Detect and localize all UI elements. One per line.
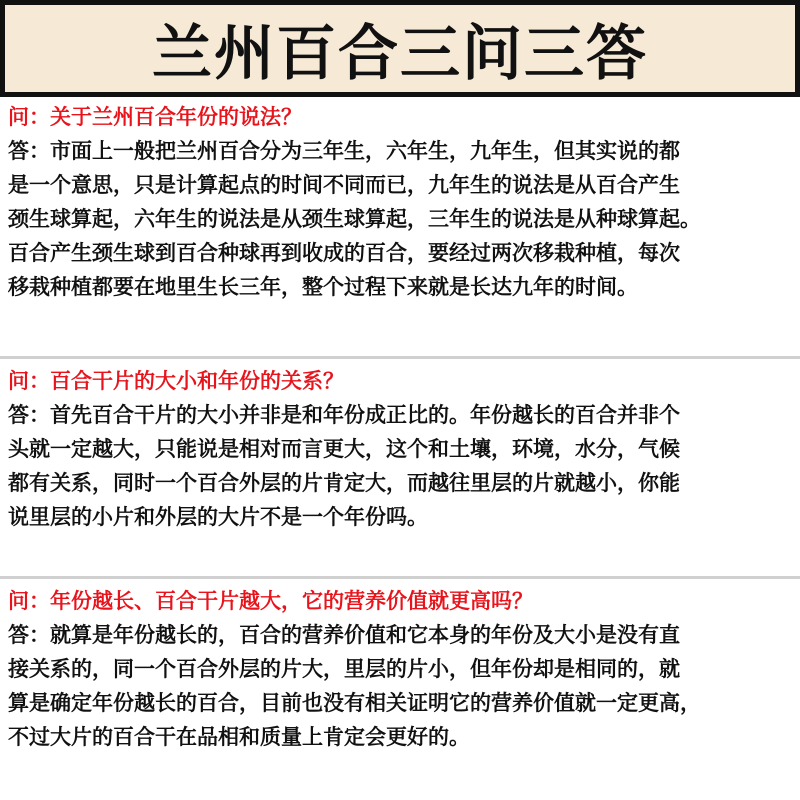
qa-section-2 [0,364,800,534]
answer-3-line: 答：就算是年份越长的，百合的营养价值和它本身的年份及大小是没有直 [8,623,680,647]
answer-1 [8,134,790,304]
answer-1-line: 移栽种植都要在地里生长三年，整个过程下来就是长达九年的时间。 [8,275,638,299]
section-divider [0,356,800,359]
answer-1-line: 百合产生颈生球到百合种球再到收成的百合，要经过两次移栽种植，每次 [8,241,680,265]
answer-2-line: 头就一定越大，只能说是相对而言更大，这个和土壤，环境，水分，气候 [8,437,680,461]
answer-2-line: 答：首先百合干片的大小并非是和年份成正比的。年份越长的百合并非个 [8,403,680,427]
question-3: 问：年份越长、百合干片越大，它的营养价值就更高吗？ [8,589,533,613]
answer-2 [8,398,790,534]
page-title: 兰州百合三问三答 [152,18,648,89]
answer-3-line: 算是确定年份越长的百合，目前也没有相关证明它的营养价值就一定更高， [8,691,701,715]
answer-2-line: 都有关系，同时一个百合外层的片肯定大，而越往里层的片就越小，你能 [8,471,680,495]
title-banner [0,0,800,97]
answer-1-line: 是一个意思，只是计算起点的时间不同而已，九年生的说法是从百合产生 [8,173,680,197]
answer-3-line: 接关系的，同一个百合外层的片大，里层的片小，但年份却是相同的，就 [8,657,680,681]
answer-1-line: 答：市面上一般把兰州百合分为三年生，六年生，九年生，但其实说的都 [8,139,680,163]
question-1: 问：关于兰州百合年份的说法？ [8,105,302,129]
question-2: 问：百合干片的大小和年份的关系？ [8,369,344,393]
qa-section-3 [0,584,800,754]
answer-1-line: 颈生球算起，六年生的说法是从颈生球算起，三年生的说法是从种球算起。 [8,207,701,231]
section-divider [0,576,800,579]
answer-2-line: 说里层的小片和外层的大片不是一个年份吗。 [8,505,428,529]
qa-section-1 [0,100,800,304]
answer-3 [8,618,790,754]
answer-3-line: 不过大片的百合干在品相和质量上肯定会更好的。 [8,725,470,749]
